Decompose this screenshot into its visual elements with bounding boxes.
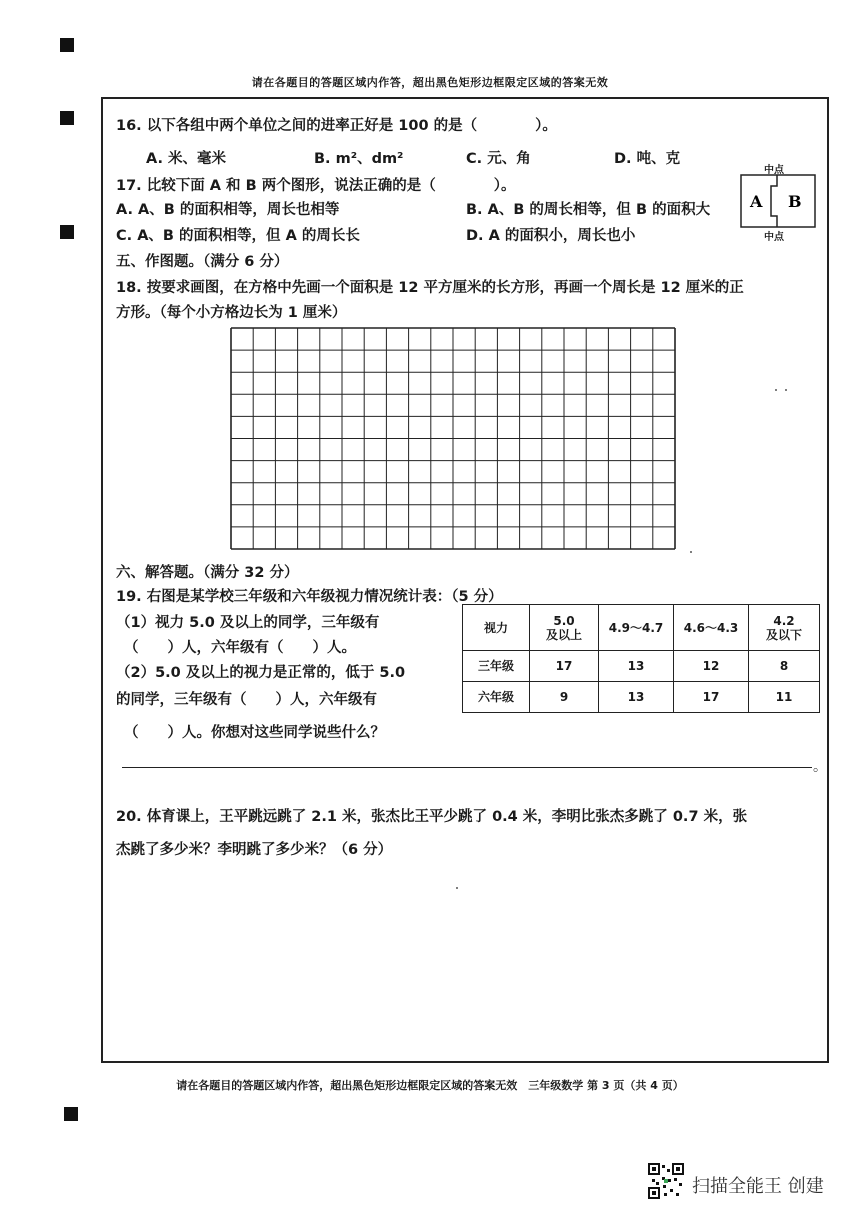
qr-code-icon xyxy=(648,1163,684,1199)
alignment-marker xyxy=(60,38,74,52)
table-header-row xyxy=(463,605,820,651)
alignment-marker xyxy=(64,1107,78,1121)
vision-stats-table xyxy=(462,604,820,713)
q19-text-line5: （ ）人。你想对这些同学说些什么？ xyxy=(124,725,385,741)
q17-option-b: B. A、B 的周长相等，但 B 的面积大 xyxy=(466,202,711,218)
table-header-cell: 视力 xyxy=(463,605,530,651)
table-header-cell: 5.0 及以上 xyxy=(530,605,599,651)
table-cell: 六年级 xyxy=(463,682,530,713)
question-17: 17. 比较下面 A 和 B 两个图形，说法正确的是（ ）。 xyxy=(116,178,516,194)
table-cell: 13 xyxy=(599,682,674,713)
q17-option-c: C. A、B 的面积相等，但 A 的周长长 xyxy=(116,228,360,244)
scan-speck xyxy=(785,389,787,391)
question-18-line2: 方形。（每个小方格边长为 1 厘米） xyxy=(116,305,347,321)
q16-option-b: B. m²、dm² xyxy=(314,151,404,167)
question-19-title: 19. 右图是某学校三年级和六年级视力情况统计表：（5 分） xyxy=(116,589,503,605)
scan-speck xyxy=(775,389,777,391)
question-18-line1: 18. 按要求画图，在方格中先画一个面积是 12 平方厘米的长方形，再画一个周长是 12 厘米的正 xyxy=(116,280,744,296)
question-16: 16. 以下各组中两个单位之间的进率正好是 100 的是（ ）。 xyxy=(116,118,557,134)
table-row xyxy=(463,682,820,713)
table-cell: 三年级 xyxy=(463,651,530,682)
q19-text-line2: （ ）人，六年级有（ ）人。 xyxy=(124,640,356,656)
footer-notice: 请在各题目的答题区域内作答，超出黑色矩形边框限定区域的答案无效 三年级数学 第 3 页（共 4 页） xyxy=(176,1079,684,1092)
table-cell: 17 xyxy=(530,651,599,682)
q16-option-d: D. 吨、克 xyxy=(614,151,681,167)
table-row xyxy=(463,651,820,682)
drawing-grid[interactable] xyxy=(230,327,676,554)
section-5-title: 五、作图题。（满分 6 分） xyxy=(116,254,289,270)
shape-b-letter: B xyxy=(788,192,802,211)
q16-option-a: A. 米、毫米 xyxy=(146,151,227,167)
table-cell: 8 xyxy=(749,651,820,682)
alignment-marker xyxy=(60,225,74,239)
alignment-marker xyxy=(60,111,74,125)
q19-answer-line[interactable] xyxy=(122,767,812,768)
table-cell: 17 xyxy=(674,682,749,713)
figure-bottom-label: 中点 xyxy=(764,232,784,243)
section-6-title: 六、解答题。（满分 32 分） xyxy=(116,565,299,581)
table-cell: 11 xyxy=(749,682,820,713)
table-header-cell: 4.9～4.7 xyxy=(599,605,674,651)
shape-a-letter: A xyxy=(750,192,763,211)
table-cell: 12 xyxy=(674,651,749,682)
header-notice: 请在各题目的答题区域内作答，超出黑色矩形边框限定区域的答案无效 xyxy=(251,76,609,89)
table-header-cell: 4.6～4.3 xyxy=(674,605,749,651)
q17-option-a: A. A、B 的面积相等，周长也相等 xyxy=(116,202,340,218)
table-header-cell: 4.2 及以下 xyxy=(749,605,820,651)
table-cell: 9 xyxy=(530,682,599,713)
q19-text-line4: 的同学，三年级有（ ）人，六年级有 xyxy=(116,692,377,708)
table-cell: 13 xyxy=(599,651,674,682)
figure-top-label: 中点 xyxy=(764,165,784,176)
grid-svg[interactable] xyxy=(230,327,676,550)
q16-option-c: C. 元、角 xyxy=(466,151,531,167)
scanner-watermark: 扫描全能王 创建 xyxy=(692,1176,824,1197)
scan-speck xyxy=(690,551,692,553)
question-20-line1: 20. 体育课上，王平跳远跳了 2.1 米，张杰比王平少跳了 0.4 米，李明比张杰多跳了 0.7 米，张 xyxy=(116,809,748,825)
question-20-line2: 杰跳了多少米？李明跳了多少米？（6 分） xyxy=(116,842,393,858)
scan-speck xyxy=(456,887,458,889)
q17-option-d: D. A 的面积小，周长也小 xyxy=(466,228,636,244)
q19-text-line1: （1）视力 5.0 及以上的同学，三年级有 xyxy=(116,615,380,631)
q19-answer-period: 。 xyxy=(813,759,827,775)
q19-text-line3: （2）5.0 及以上的视力是正常的，低于 5.0 xyxy=(116,665,406,681)
